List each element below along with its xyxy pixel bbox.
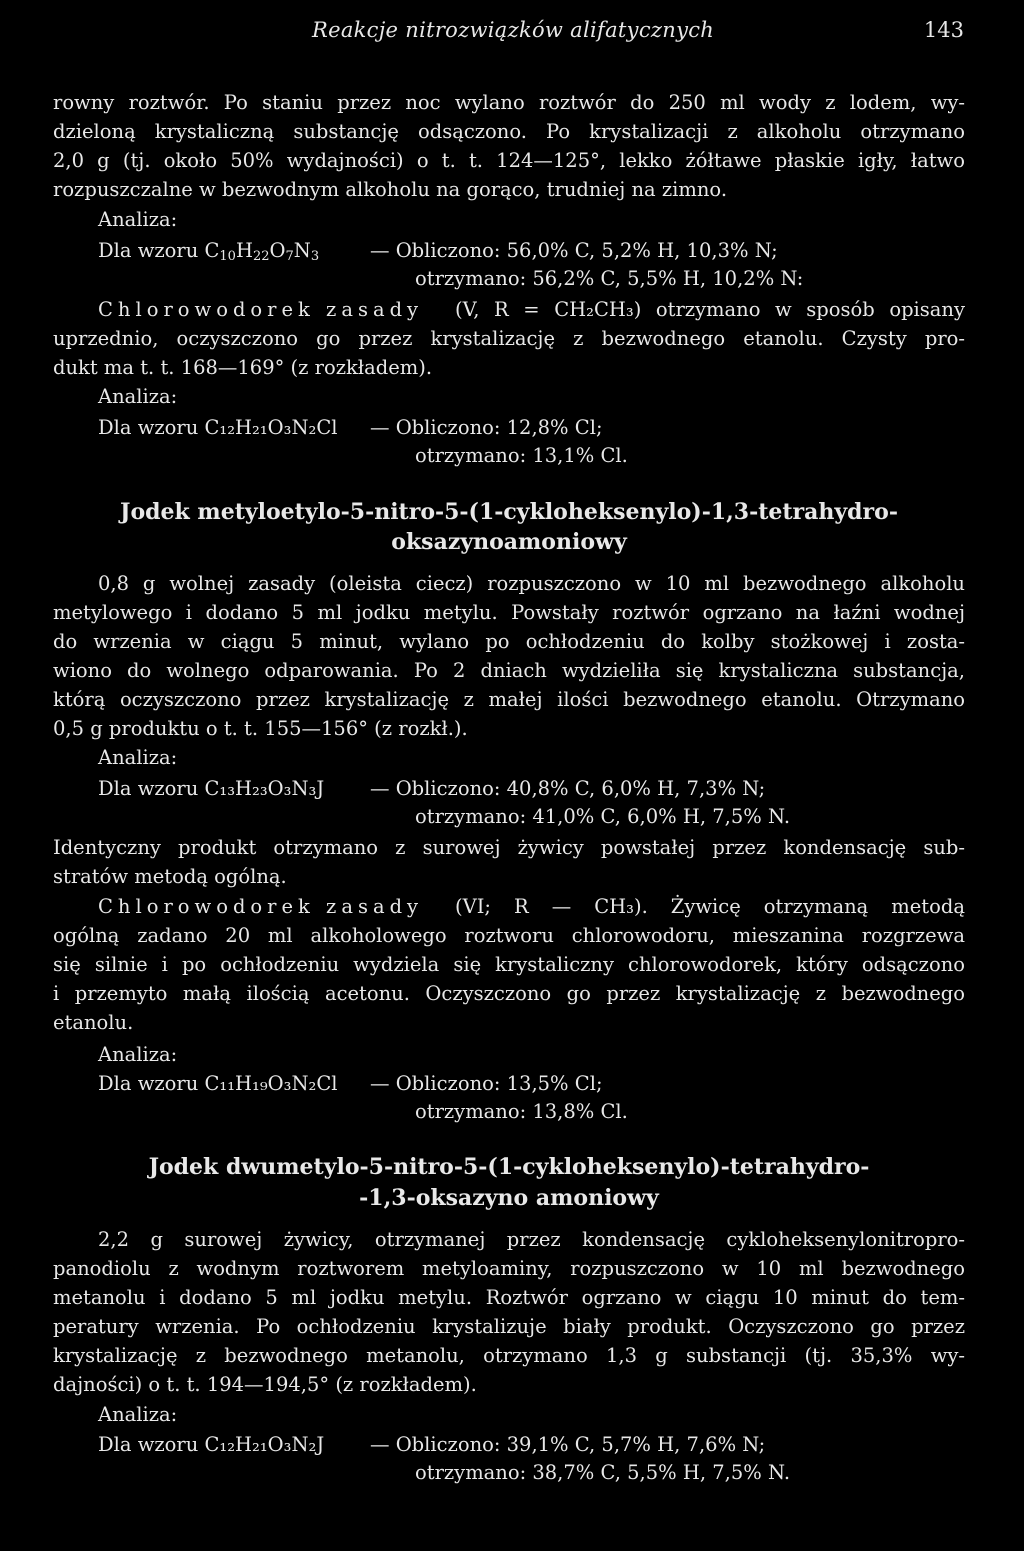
text-line: dukt ma t. t. 168—169° (z rozkładem). [53, 356, 433, 379]
analysis-formula: Dla wzoru C₁₃H₂₃O₃N₃J [98, 777, 325, 800]
analysis-found: otrzymano: 56,2% C, 5,5% H, 10,2% N: [415, 267, 804, 290]
running-header-title: Reakcje nitrozwiązków alifatycznych [312, 18, 715, 42]
text-line: uprzednio, oczyszczono go przez krystalizację z bezwodnego etanolu. Czysty pro- [53, 327, 965, 350]
analysis-label: Analiza: [98, 208, 178, 231]
text-line: etanolu. [53, 1011, 134, 1034]
text-line: ogólną zadano 20 ml alkoholowego roztworu chlorowodoru, mieszanina rozgrzewa [53, 924, 965, 947]
text-line: panodiolu z wodnym roztworem metyloaminy, rozpuszczono w 10 ml bezwodnego [53, 1257, 965, 1280]
text-line: peratury wrzenia. Po ochłodzeniu krystalizuje biały produkt. Oczyszczono go przez [53, 1315, 965, 1338]
analysis-calculated: — Obliczono: 56,0% C, 5,2% H, 10,3% N; [370, 239, 778, 262]
text-line: rozpuszczalne w bezwodnym alkoholu na gorąco, trudniej na zimno. [53, 178, 728, 201]
text-line: stratów metodą ogólną. [53, 865, 287, 888]
spaced-term: Chlorowodorek zasady [98, 895, 424, 918]
analysis-calculated: — Obliczono: 39,1% C, 5,7% H, 7,6% N; [370, 1433, 766, 1456]
text-line: 2,2 g surowej żywicy, otrzymanej przez kondensację cykloheksenylonitropro- [98, 1228, 965, 1251]
text-line: (VI; R — CH₃). Żywicę otrzymaną metodą [455, 895, 965, 918]
text-line: 0,5 g produktu o t. t. 155—156° (z rozkł.). [53, 717, 468, 740]
text-line: 0,8 g wolnej zasady (oleista ciecz) rozpuszczono w 10 ml bezwodnego alkoholu [98, 572, 965, 595]
analysis-found: otrzymano: 38,7% C, 5,5% H, 7,5% N. [415, 1461, 791, 1484]
text-line: krystalizację z bezwodnego metanolu, otrzymano 1,3 g substancji (tj. 35,3% wy- [53, 1344, 965, 1367]
text-line: dajności) o t. t. 194—194,5° (z rozkładem). [53, 1373, 477, 1396]
analysis-formula: Dla wzoru C₁₂H₂₁O₃N₂Cl [98, 416, 338, 439]
analysis-calculated: — Obliczono: 12,8% Cl; [370, 416, 603, 439]
section-heading: -1,3-oksazyno amoniowy [359, 1185, 659, 1211]
text-line: (V, R = CH₂CH₃) otrzymano w sposób opisany [455, 298, 965, 321]
text-line: i przemyto małą ilością acetonu. Oczyszczono go przez krystalizację z bezwodnego [53, 982, 965, 1005]
section-heading: oksazynoamoniowy [391, 529, 627, 555]
text-line: wiono do wolnego odparowania. Po 2 dniach wydzieliła się krystaliczna substancja, [53, 659, 965, 682]
text-line: rowny roztwór. Po staniu przez noc wylano roztwór do 250 ml wody z lodem, wy- [53, 91, 965, 114]
page-number: 143 [923, 18, 964, 42]
section-heading: Jodek metyloetylo-5-nitro-5-(1-cykloheksenylo)-1,3-tetrahydro- [120, 499, 898, 525]
analysis-found: otrzymano: 41,0% C, 6,0% H, 7,5% N. [415, 805, 791, 828]
text-line: którą oczyszczono przez krystalizację z małej ilości bezwodnego etanolu. Otrzymano [53, 688, 965, 711]
analysis-calculated: — Obliczono: 13,5% Cl; [370, 1072, 603, 1095]
analysis-found: otrzymano: 13,8% Cl. [415, 1100, 628, 1123]
analysis-found: otrzymano: 13,1% Cl. [415, 444, 628, 467]
analysis-label: Analiza: [98, 746, 178, 769]
analysis-formula: Dla wzoru C₁₁H₁₉O₃N₂Cl [98, 1072, 338, 1095]
analysis-formula: Dla wzoru $C_{10}H_{22}O_7N_3$ [98, 239, 320, 264]
text-line: 2,0 g (tj. około 50% wydajności) o t. t. 124—125°, lekko żółtawe płaskie igły, łatwo [53, 149, 965, 172]
analysis-label: Analiza: [98, 385, 178, 408]
section-heading: Jodek dwumetylo-5-nitro-5-(1-cykloheksenylo)-tetrahydro- [148, 1154, 870, 1180]
text-line: się silnie i po ochłodzeniu wydziela się krystaliczny chlorowodorek, który odsączono [53, 953, 965, 976]
analysis-label: Analiza: [98, 1043, 178, 1066]
text-line: dzieloną krystaliczną substancję odsączono. Po krystalizacji z alkoholu otrzymano [53, 120, 965, 143]
analysis-formula: Dla wzoru C₁₂H₂₁O₃N₂J [98, 1433, 325, 1456]
text-line: metanolu i dodano 5 ml jodku metylu. Roztwór ogrzano w ciągu 10 minut do tem- [53, 1286, 965, 1309]
text-line: metylowego i dodano 5 ml jodku metylu. Powstały roztwór ogrzano na łaźni wodnej [53, 601, 965, 624]
spaced-term: Chlorowodorek zasady [98, 298, 424, 321]
analysis-label: Analiza: [98, 1403, 178, 1426]
analysis-calculated: — Obliczono: 40,8% C, 6,0% H, 7,3% N; [370, 777, 766, 800]
text-line: do wrzenia w ciągu 5 minut, wylano po ochłodzeniu do kolby stożkowej i zosta- [53, 630, 965, 653]
text-line: Identyczny produkt otrzymano z surowej żywicy powstałej przez kondensację sub- [53, 836, 965, 859]
